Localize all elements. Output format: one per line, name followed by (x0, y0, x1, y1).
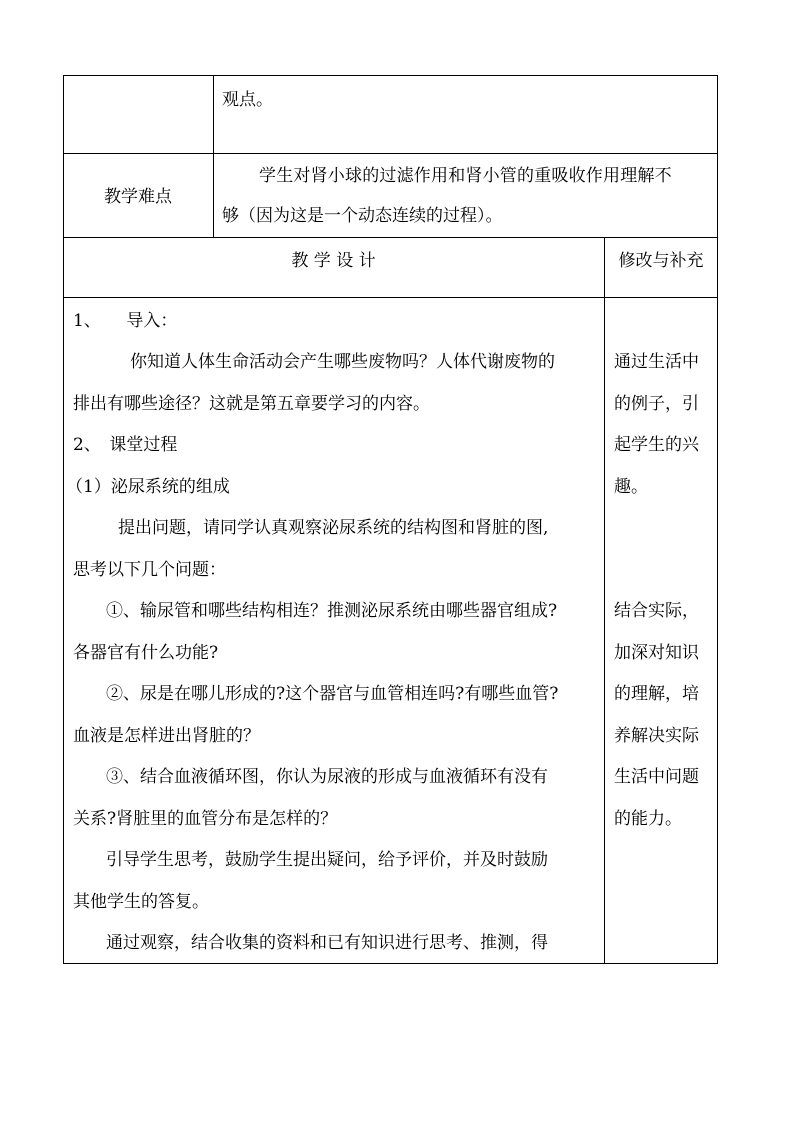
main-line: 引导学生思考，鼓励学生提出疑问，给予评价，并及时鼓励 (106, 850, 548, 870)
side-note-line: 生活中问题 (614, 767, 699, 787)
main-line: 关系?肾脏里的血管分布是怎样的？ (73, 809, 338, 829)
main-line: 1、 导入： (73, 311, 178, 331)
side-note-line: 的能力。 (614, 809, 682, 829)
main-line: 思考以下几个问题： (73, 560, 226, 580)
difficulty-label: 教学难点 (104, 187, 172, 207)
column-divider (604, 237, 605, 964)
main-line: ③、结合血液循环图，你认为尿液的形成与血液循环有没有 (106, 767, 548, 787)
row-divider (63, 297, 718, 298)
main-line: 你知道人体生命活动会产生哪些废物吗？人体代谢废物的 (130, 352, 555, 372)
side-note-line: 起学生的兴 (614, 435, 699, 455)
main-line: 提出问题，请同学认真观察泌尿系统的结构图和肾脏的图, (118, 518, 549, 538)
main-line: 排出有哪些途径？这就是第五章要学习的内容。 (73, 394, 430, 414)
side-note-line: 加深对知识 (614, 643, 699, 663)
side-note-line: 的例子，引 (614, 394, 699, 414)
main-line: 血液是怎样进出肾脏的？ (73, 726, 260, 746)
difficulty-line-1: 学生对肾小球的过滤作用和肾小管的重吸收作用理解不 (259, 166, 672, 186)
row-divider (63, 237, 718, 238)
side-note-line: 趣。 (614, 477, 648, 497)
main-line: （1）泌尿系统的组成 (66, 477, 230, 497)
side-note-line: 结合实际， (614, 601, 699, 621)
difficulty-line-2: 够（因为这是一个动态连续的过程）。 (222, 206, 503, 226)
main-line: 2、 课堂过程 (73, 435, 178, 455)
main-line: 其他学生的答复。 (73, 892, 209, 912)
main-line: ②、尿是在哪儿形成的?这个器官与血管相连吗?有哪些血管? (106, 684, 559, 704)
design-header: 教 学 设 计 (291, 251, 376, 271)
main-line: 通过观察，结合收集的资料和已有知识进行思考、推测，得 (106, 933, 548, 953)
main-line: 各器官有什么功能? (73, 643, 219, 663)
revise-header: 修改与补充 (618, 251, 704, 271)
top-row-text: 观点。 (222, 90, 273, 110)
side-note-line: 养解决实际 (614, 726, 699, 746)
side-note-line: 通过生活中 (614, 352, 699, 372)
main-line: ①、输尿管和哪些结构相连？推测泌尿系统由哪些器官组成? (106, 601, 558, 621)
side-note-line: 的理解，培 (614, 684, 699, 704)
column-divider (213, 75, 214, 238)
row-divider (63, 153, 718, 154)
